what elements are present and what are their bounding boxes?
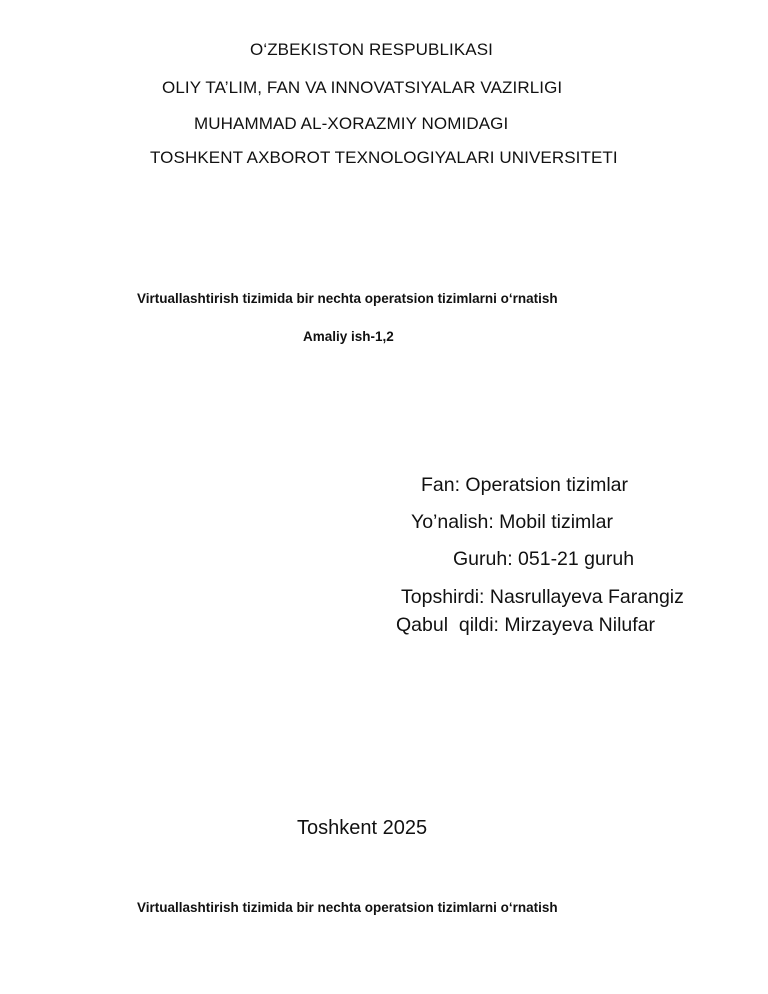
header-ministry: OLIY TA’LIM, FAN VA INNOVATSIYALAR VAZIRLIGI [162,78,563,97]
document-subtitle: Amaliy ish-1,2 [303,329,394,344]
group-line: Guruh: 051-21 guruh [453,548,635,570]
header-country: O‘ZBEKISTON RESPUBLIKASI [250,40,493,59]
accepted-by-line: Qabul qildi: Mirzayeva Nilufar [396,614,656,636]
submitted-by-line: Topshirdi: Nasrullayeva Farangiz [401,586,684,608]
direction-line: Yo’nalish: Mobil tizimlar [411,511,613,533]
header-university: TOSHKENT AXBOROT TEXNOLOGIYALARI UNIVERSITETI [150,148,618,167]
header-named-after: MUHAMMAD AL-XORAZMIY NOMIDAGI [194,114,509,133]
document-title: Virtuallashtirish tizimida bir nechta operatsion tizimlarni o‘rnatish [137,291,558,306]
next-page-title: Virtuallashtirish tizimida bir nechta operatsion tizimlarni o‘rnatish [137,900,558,915]
subject-line: Fan: Operatsion tizimlar [421,474,628,496]
city-year: Toshkent 2025 [297,817,428,839]
